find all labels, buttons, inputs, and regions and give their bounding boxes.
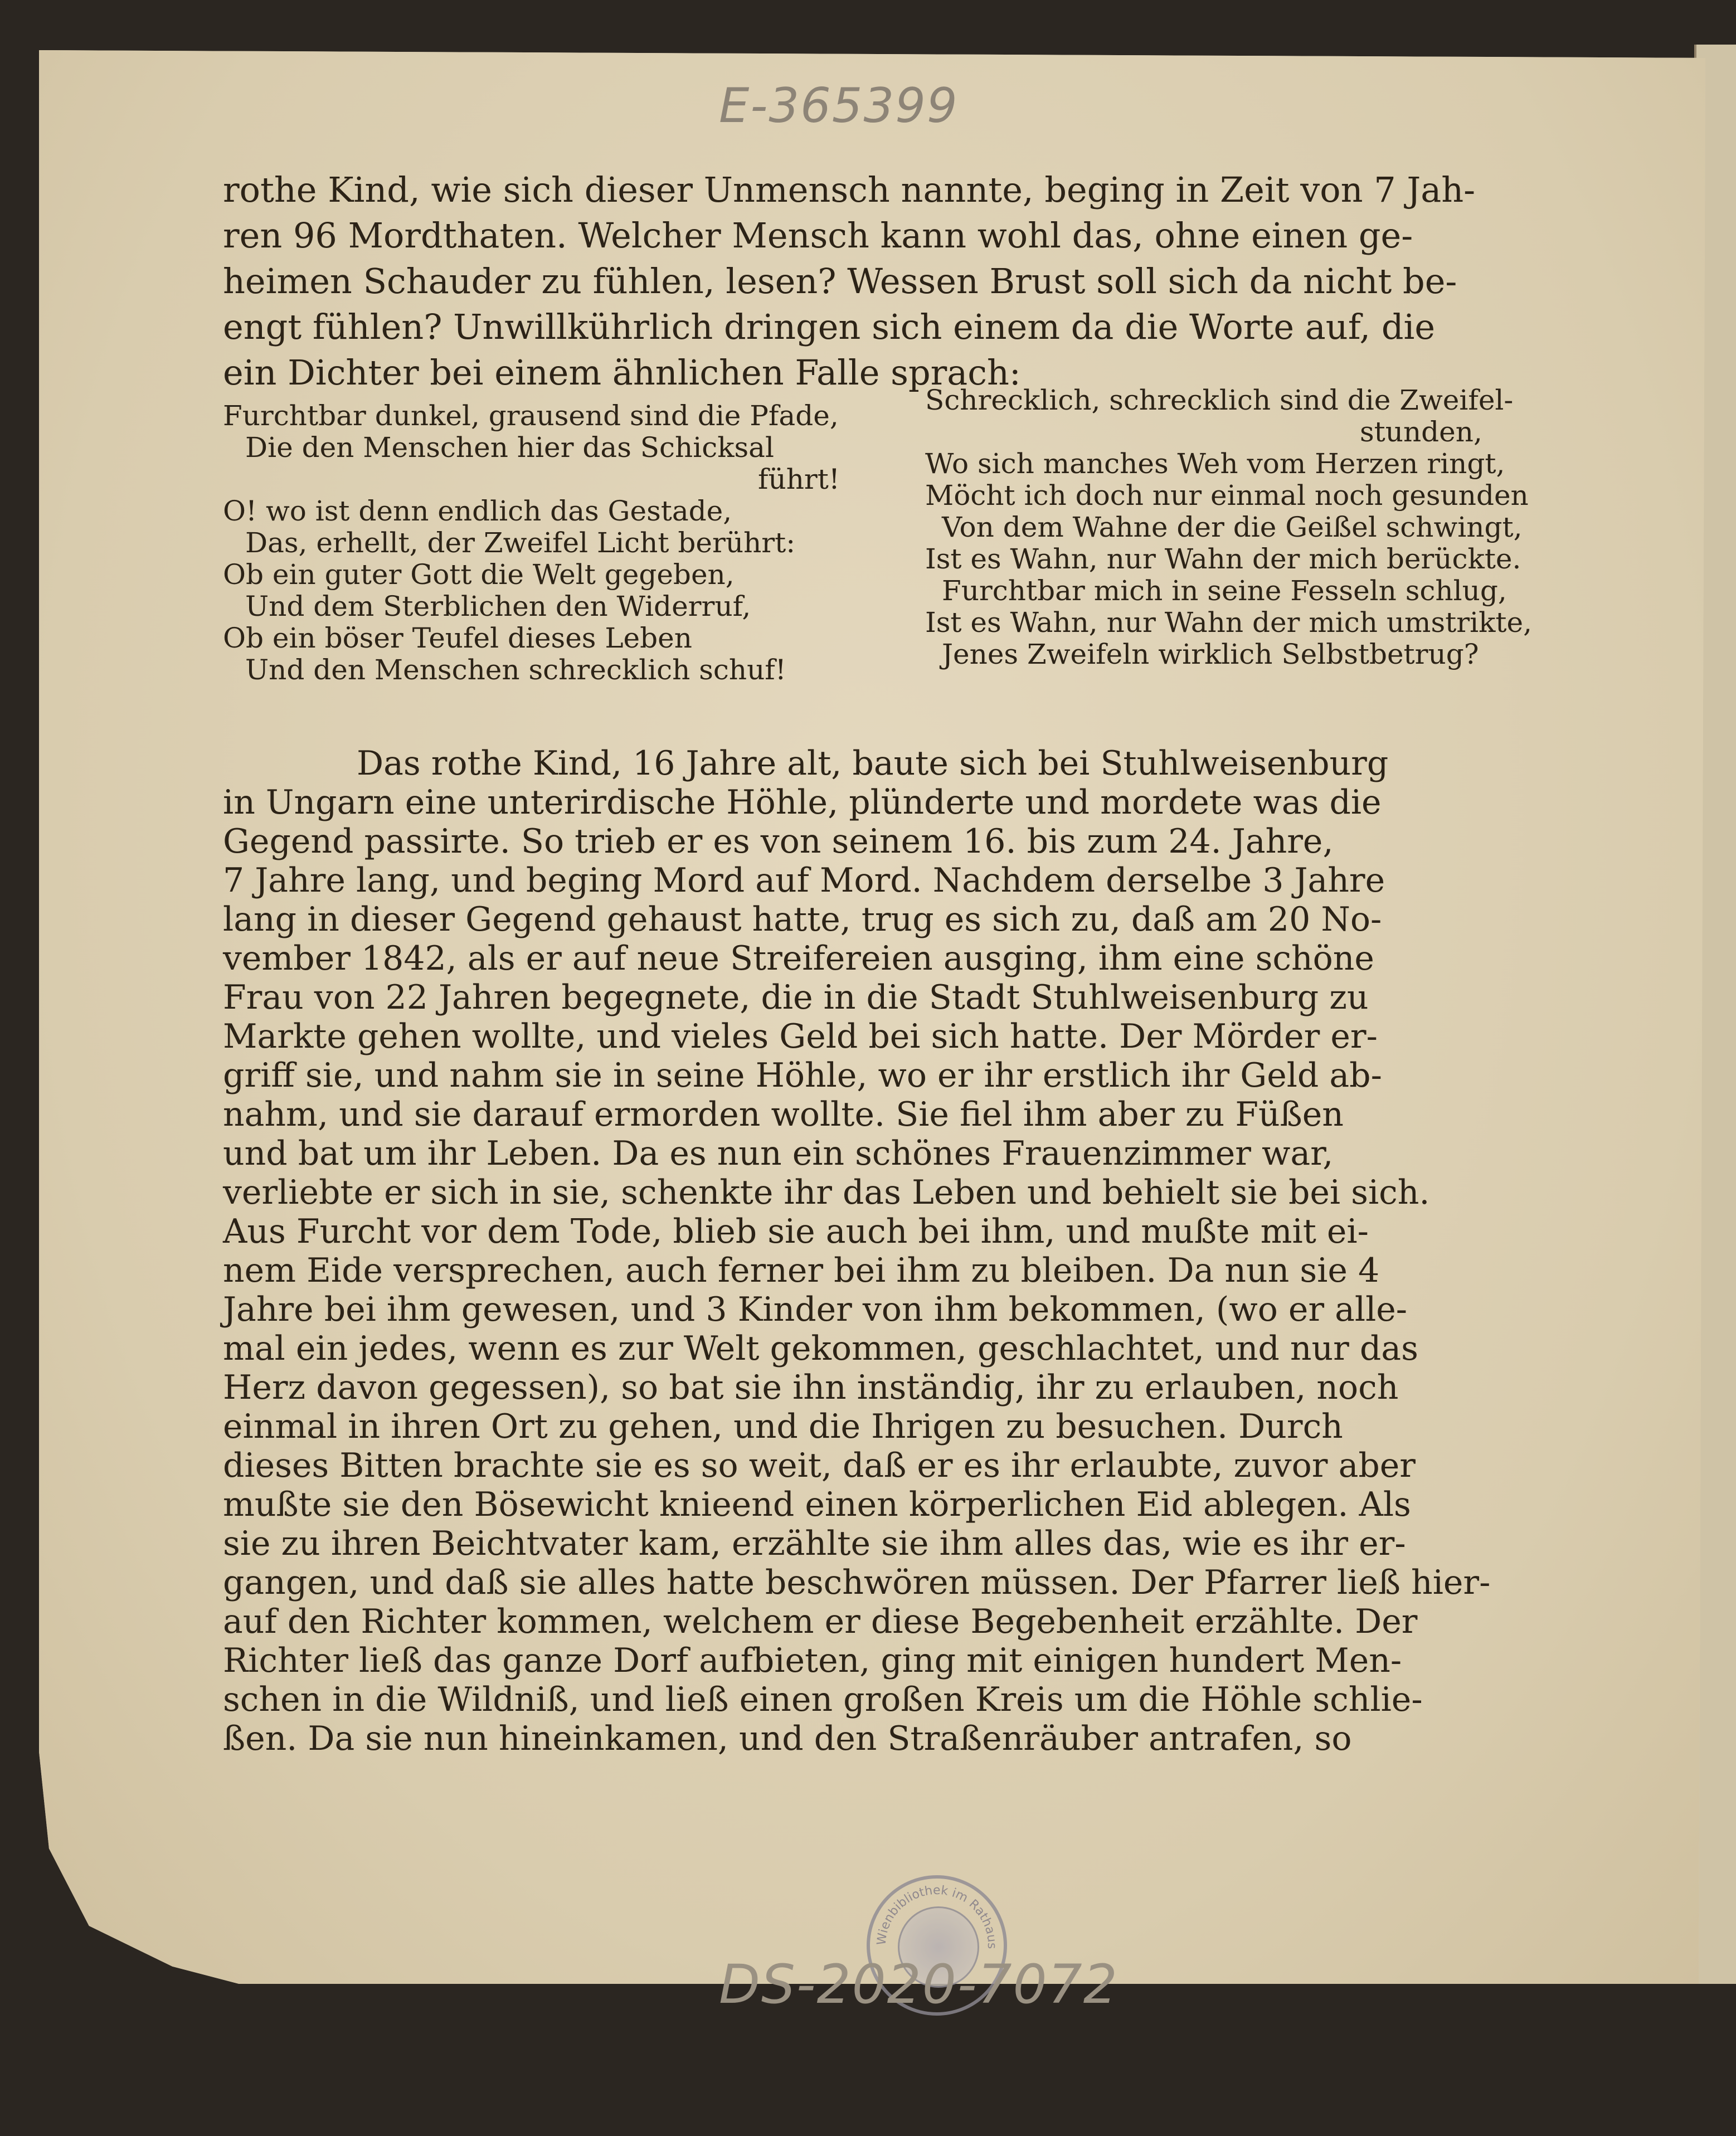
verse-line: Furchtbar mich in seine Fesseln schlug, [942,575,1507,607]
text-line: Herz davon gegessen), so bat sie ihn inständig, ihr zu erlauben, noch [223,1368,1399,1407]
text-line: einmal in ihren Ort zu gehen, und die Ihrigen zu besuchen. Durch [223,1407,1343,1446]
text-line: lang in dieser Gegend gehaust hatte, trug es sich zu, daß am 20 No- [223,900,1382,939]
text-line: Aus Furcht vor dem Tode, blieb sie auch bei ihm, und mußte mit ei- [223,1212,1369,1251]
text-line: dieses Bitten brachte sie es so weit, daß er es ihr erlaubte, zuvor aber [223,1446,1416,1485]
main-paragraph [223,744,1490,1758]
verse-line: Schrecklich, schrecklich sind die Zweifel- [925,384,1514,416]
text-line: nahm, und sie darauf ermorden wollte. Sie fiel ihm aber zu Füßen [223,1095,1344,1134]
text-line: und bat um ihr Leben. Da es nun ein schönes Frauenzimmer war, [223,1134,1334,1173]
text-line: verliebte er sich in sie, schenkte ihr das Leben und behielt sie bei sich. [223,1173,1430,1212]
inventory-number-top: E-365399 [719,78,959,134]
verse-line: Wo sich manches Weh vom Herzen ringt, [925,447,1505,480]
verse-line: Und dem Sterblichen den Widerruf, [245,590,751,622]
text-line: auf den Richter kommen, welchem er diese Begebenheit erzählte. Der [223,1602,1418,1641]
seal-text: Wienbibliothek im Rathaus [874,1883,999,1949]
verse-line: stunden, [1360,416,1482,448]
intro-paragraph [223,167,1475,396]
verse-line: Und den Menschen schrecklich schuf! [245,654,786,686]
verse-line: Von dem Wahne der die Geißel schwingt, [942,511,1523,543]
poem-column-right [925,385,1532,670]
text-line: heimen Schauder zu fühlen, lesen? Wessen Brust soll sich da nicht be- [223,261,1457,301]
text-line: mußte sie den Bösewicht knieend einen körperlichen Eid ablegen. Als [223,1485,1411,1524]
inventory-number-bottom: DS-2020-7072 [719,1953,1119,2016]
text-line: Gegend passirte. So trieb er es von seinem 16. bis zum 24. Jahre, [223,822,1334,861]
verse-line: Das, erhellt, der Zweifel Licht berührt: [245,527,796,559]
text-line: ßen. Da sie nun hineinkamen, und den Straßenräuber antrafen, so [223,1719,1352,1758]
verse-line: O! wo ist denn endlich das Gestade, [223,495,732,527]
text-line: ren 96 Mordthaten. Welcher Mensch kann wohl das, ohne einen ge- [223,215,1413,256]
verse-line: Ob ein böser Teufel dieses Leben [223,622,692,654]
text-line: rothe Kind, wie sich dieser Unmensch nannte, beging in Zeit von 7 Jah- [223,169,1476,210]
text-line: 7 Jahre lang, und beging Mord auf Mord. Nachdem derselbe 3 Jahre [223,861,1385,900]
verse-line: Die den Menschen hier das Schicksal [245,431,774,464]
text-line: Frau von 22 Jahren begegnete, die in die Stadt Stuhlweisenburg zu [223,978,1369,1017]
verse-line: Ist es Wahn, nur Wahn der mich berückte. [925,543,1521,575]
verse-line: führt! [758,463,840,495]
text-line: nem Eide versprechen, auch ferner bei ihm zu bleiben. Da nun sie 4 [223,1251,1380,1290]
text-line: gangen, und daß sie alles hatte beschwören müssen. Der Pfarrer ließ hier- [223,1563,1491,1602]
text-line: mal ein jedes, wenn es zur Welt gekommen, geschlachtet, und nur das [223,1329,1418,1368]
text-line: ein Dichter bei einem ähnlichen Falle sprach: [223,352,1021,393]
verse-line: Jenes Zweifeln wirklich Selbstbetrug? [942,638,1479,670]
text-line: in Ungarn eine unterirdische Höhle, plünderte und mordete was die [223,783,1382,822]
verse-line: Möcht ich doch nur einmal noch gesunden [925,479,1529,512]
text-line: Richter ließ das ganze Dorf aufbieten, ging mit einigen hundert Men- [223,1641,1402,1680]
text-line: vember 1842, als er auf neue Streifereien ausging, ihm eine schöne [223,939,1374,978]
verse-line: Ist es Wahn, nur Wahn der mich umstrikte, [925,606,1532,639]
verse-line: Ob ein guter Gott die Welt gegeben, [223,558,735,591]
text-line: Jahre bei ihm gewesen, und 3 Kinder von ihm bekommen, (wo er alle- [223,1290,1408,1329]
text-line: sie zu ihren Beichtvater kam, erzählte sie ihm alles das, wie es ihr er- [223,1524,1406,1563]
text-line: griff sie, und nahm sie in seine Höhle, wo er ihr erstlich ihr Geld ab- [223,1056,1382,1095]
text-line: engt fühlen? Unwillkührlich dringen sich einem da die Worte auf, die [223,306,1436,347]
verse-line: Furchtbar dunkel, grausend sind die Pfade, [223,400,839,432]
svg-text:Wienbibliothek im Rathaus [875,1884,999,1949]
text-line: Markte gehen wollte, und vieles Geld bei sich hatte. Der Mörder er- [223,1017,1378,1056]
poem-column-left [223,400,840,686]
text-line: Das rothe Kind, 16 Jahre alt, baute sich bei Stuhlweisenburg [357,744,1389,783]
text-line: schen in die Wildniß, und ließ einen großen Kreis um die Höhle schlie- [223,1680,1423,1719]
